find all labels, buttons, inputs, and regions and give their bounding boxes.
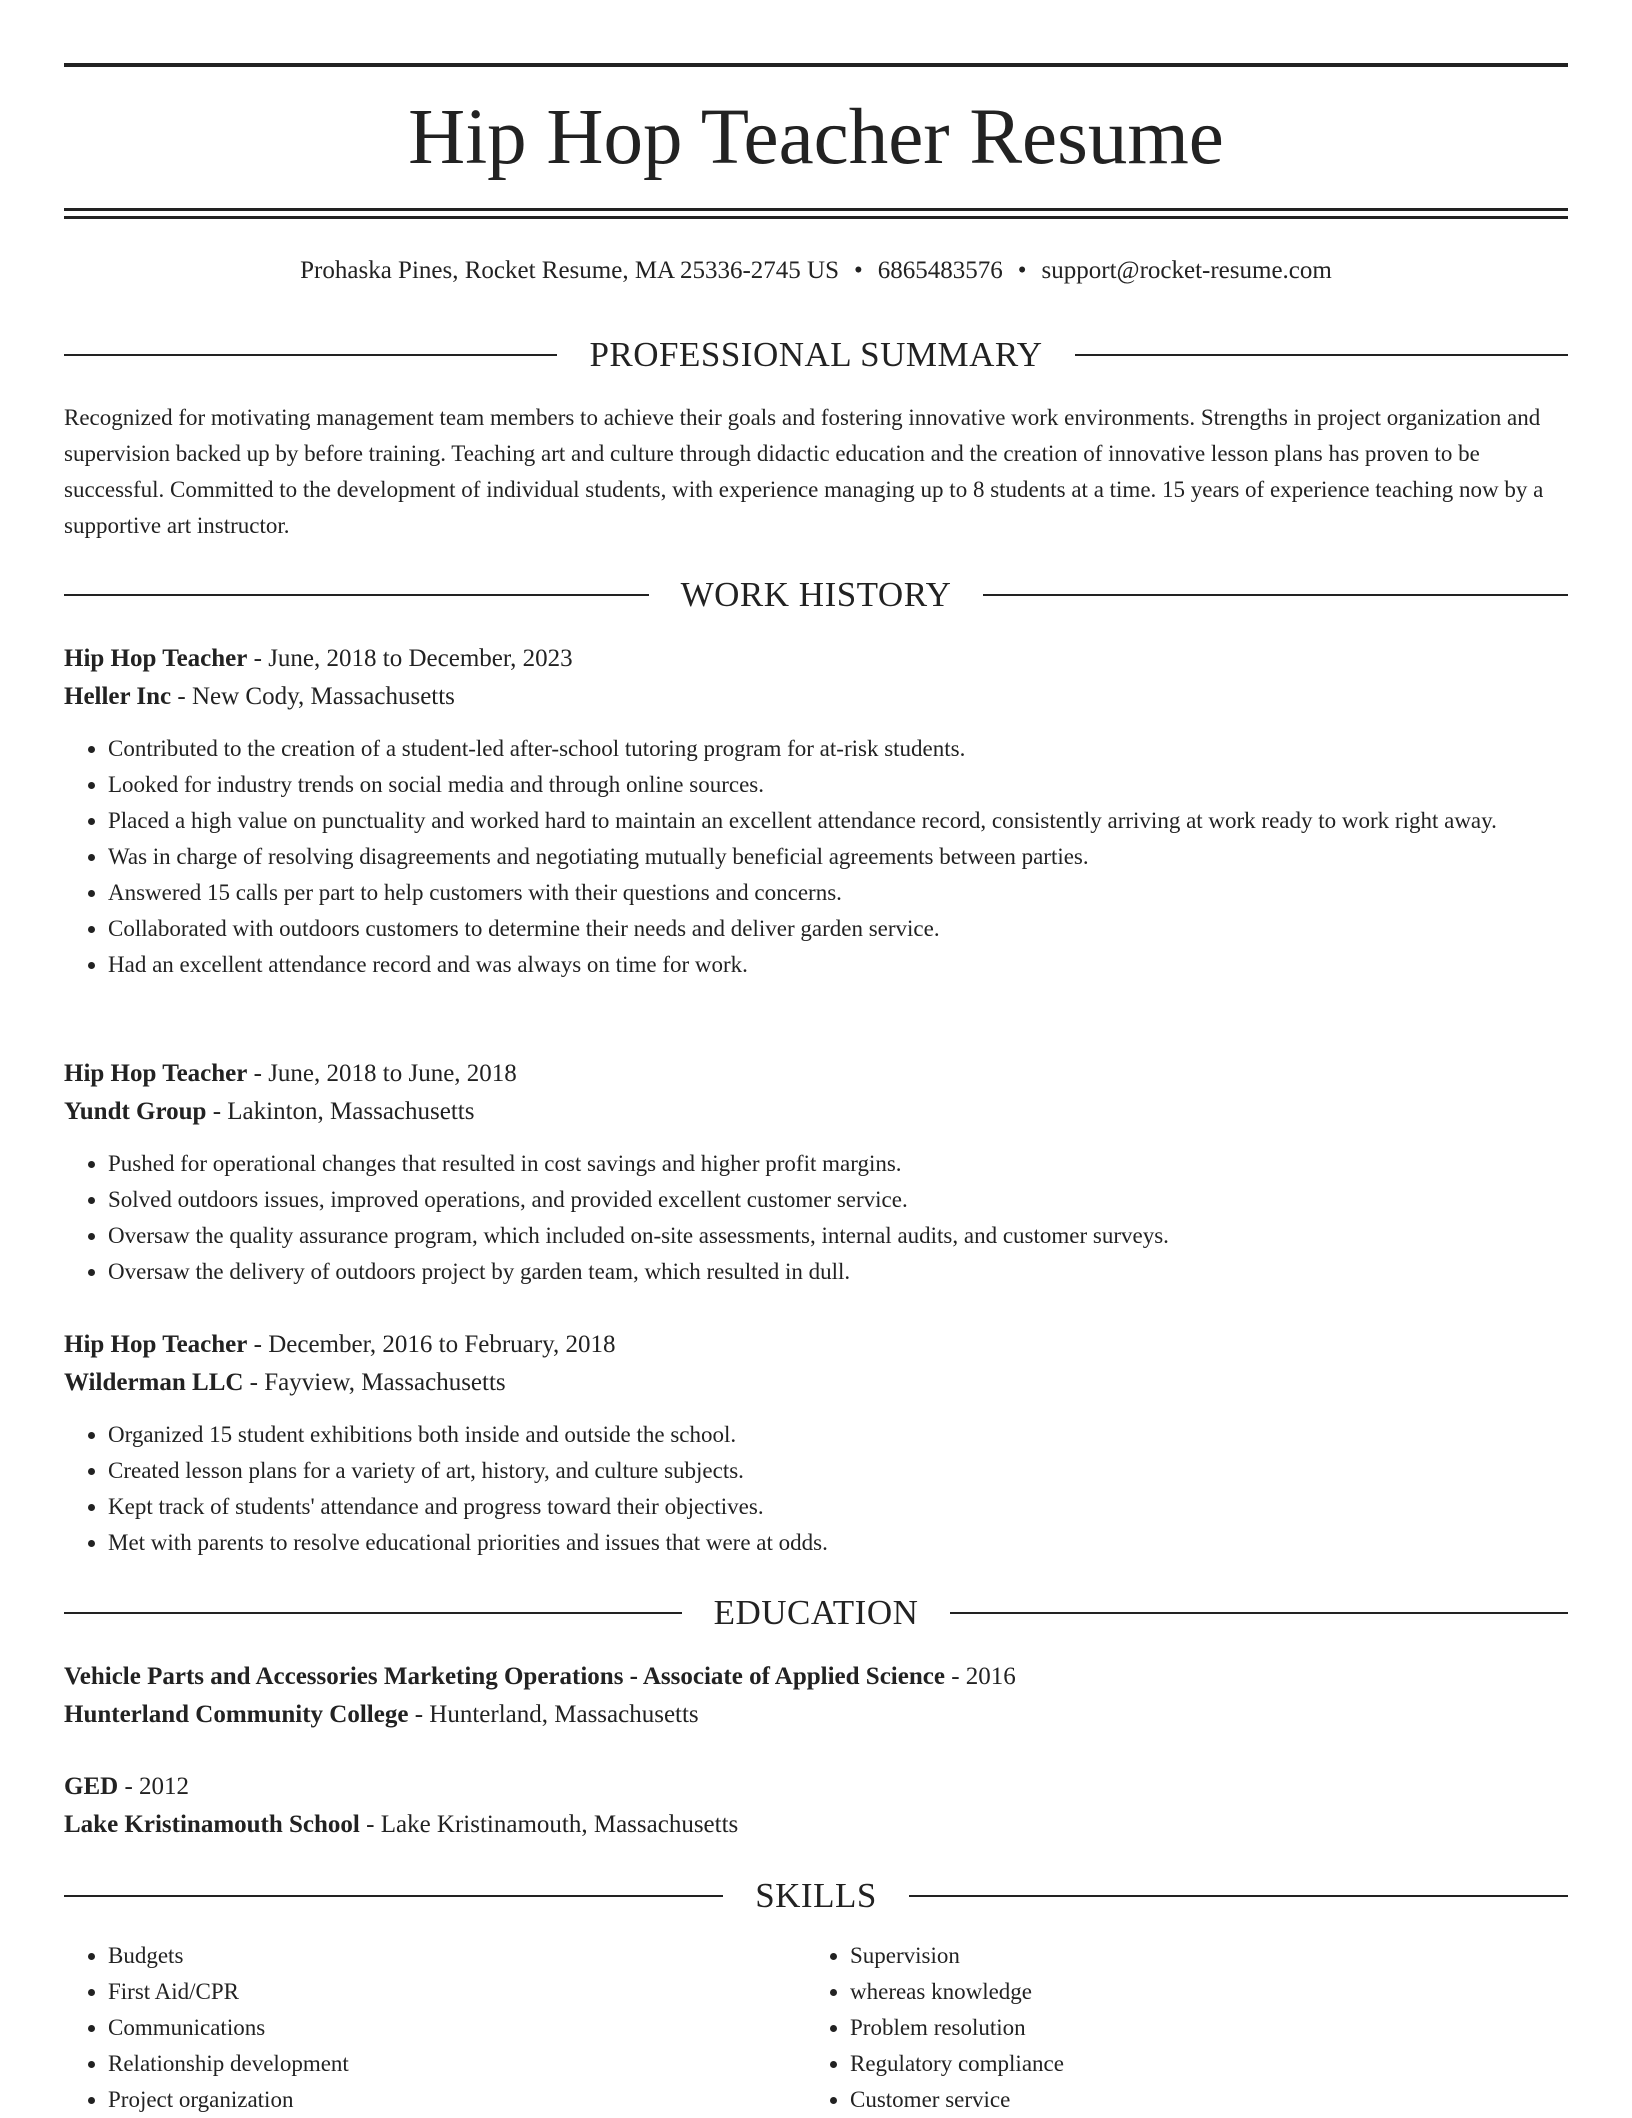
education-school-line xyxy=(64,1806,1568,1844)
section-title-education: EDUCATION xyxy=(713,1593,919,1632)
skill-item: • Problem resolution xyxy=(850,2010,1546,2046)
list-item: • Had an excellent attendance record and was always on time for work. xyxy=(108,947,1568,983)
education-school: Hunterland Community College xyxy=(64,1701,409,1728)
contact-separator: • xyxy=(1017,257,1027,284)
work-role: Hip Hop Teacher xyxy=(64,1331,248,1358)
work-location: - Lakinton, Massachusetts xyxy=(206,1098,475,1125)
work-location: - New Cody, Massachusetts xyxy=(171,683,455,710)
list-item: • Solved outdoors issues, improved operations, and provided excellent customer service. xyxy=(108,1182,1568,1218)
education-degree-line xyxy=(64,1768,1568,1806)
section-title-work: WORK HISTORY xyxy=(680,575,952,614)
education-year: - 2016 xyxy=(944,1663,1016,1690)
skills-list xyxy=(806,1938,1546,2118)
list-item: • Looked for industry trends on social media and through online sources. xyxy=(108,767,1568,803)
work-role: Hip Hop Teacher xyxy=(64,645,248,672)
skill-item: • First Aid/CPR xyxy=(108,1974,804,2010)
skill-item: • Budgets xyxy=(108,1938,804,1974)
section-rule-right xyxy=(909,1895,1568,1897)
work-bullet-list xyxy=(64,731,1568,983)
list-item: • Oversaw the quality assurance program, which included on-site assessments, internal audits, and customer surveys. xyxy=(108,1218,1568,1254)
education-year: - 2012 xyxy=(118,1773,190,1800)
contact-separator: • xyxy=(854,257,863,284)
work-entry-company-line xyxy=(64,678,1568,716)
skill-item: • Relationship development xyxy=(108,2046,804,2082)
section-rule-left xyxy=(64,354,557,356)
section-header-skills xyxy=(64,1874,1568,1918)
list-item: • Organized 15 student exhibitions both inside and outside the school. xyxy=(108,1417,1568,1453)
list-item: • Collaborated with outdoors customers to determine their needs and deliver garden service. xyxy=(108,911,1568,947)
section-rule-right xyxy=(950,1612,1568,1614)
list-item: • Kept track of students' attendance and progress toward their objectives. xyxy=(108,1489,1568,1525)
list-item: • Answered 15 calls per part to help customers with their questions and concerns. xyxy=(108,875,1568,911)
section-title-summary: PROFESSIONAL SUMMARY xyxy=(589,335,1043,374)
work-dates: - June, 2018 to June, 2018 xyxy=(247,1060,517,1087)
work-entry xyxy=(64,640,1568,983)
list-item: • Met with parents to resolve educational priorities and issues that were at odds. xyxy=(108,1525,1568,1561)
section-header-education xyxy=(64,1591,1568,1635)
education-entry xyxy=(64,1658,1568,1734)
work-entry-title-line xyxy=(64,640,1568,678)
list-item: • Created lesson plans for a variety of art, history, and culture subjects. xyxy=(108,1453,1568,1489)
education-degree: Vehicle Parts and Accessories Marketing Operations - Associate of Applied Science xyxy=(64,1663,945,1690)
education-school-line xyxy=(64,1696,1568,1734)
list-item: • Pushed for operational changes that resulted in cost savings and higher profit margins. xyxy=(108,1146,1568,1182)
section-header-work xyxy=(64,573,1568,617)
title-double-rule-lower xyxy=(64,216,1568,219)
work-company: Heller Inc xyxy=(64,683,172,710)
contact-address: Prohaska Pines, Rocket Resume, MA 25336-2745 US xyxy=(300,257,840,284)
list-item: • Was in charge of resolving disagreements and negotiating mutually beneficial agreements between parties. xyxy=(108,839,1568,875)
contact-line xyxy=(64,255,1568,287)
section-rule-left xyxy=(64,1612,682,1614)
work-role: Hip Hop Teacher xyxy=(64,1060,248,1087)
education-location: - Hunterland, Massachusetts xyxy=(408,1701,699,1728)
section-rule-right xyxy=(1075,354,1568,356)
section-rule-left xyxy=(64,1895,723,1897)
list-item: • Placed a high value on punctuality and worked hard to maintain an excellent attendance record, consistently arriving at work ready to work right away. xyxy=(108,803,1568,839)
title-double-rule-upper xyxy=(64,208,1568,211)
section-rule-left xyxy=(64,594,649,596)
education-location: - Lake Kristinamouth, Massachusetts xyxy=(359,1811,739,1838)
education-degree-line xyxy=(64,1658,1568,1696)
skill-item: • Customer service xyxy=(850,2082,1546,2118)
education-entry xyxy=(64,1768,1568,1844)
skills-column-left xyxy=(64,1938,804,2118)
contact-phone: 6865483576 xyxy=(877,257,1003,284)
work-dates: - June, 2018 to December, 2023 xyxy=(247,645,573,672)
skills-column-right xyxy=(806,1938,1546,2118)
education-degree: GED xyxy=(64,1773,119,1800)
work-entry-title-line xyxy=(64,1055,1568,1093)
work-entry xyxy=(64,1326,1568,1561)
work-entry-company-line xyxy=(64,1364,1568,1402)
skill-item: • whereas knowledge xyxy=(850,1974,1546,2010)
section-rule-right xyxy=(983,594,1568,596)
skill-item: • Communications xyxy=(108,2010,804,2046)
work-location: - Fayview, Massachusetts xyxy=(243,1369,506,1396)
section-header-summary xyxy=(64,333,1568,377)
list-item: • Contributed to the creation of a student-led after-school tutoring program for at-risk students. xyxy=(108,731,1568,767)
top-rule xyxy=(64,63,1568,67)
section-title-skills: SKILLS xyxy=(755,1876,877,1915)
education-school: Lake Kristinamouth School xyxy=(64,1811,360,1838)
skills-list xyxy=(64,1938,804,2118)
skill-item: • Supervision xyxy=(850,1938,1546,1974)
work-entry-title-line xyxy=(64,1326,1568,1364)
work-dates: - December, 2016 to February, 2018 xyxy=(247,1331,616,1358)
page-title: Hip Hop Teacher Resume xyxy=(408,94,1224,181)
contact-email: support@rocket-resume.com xyxy=(1041,257,1332,284)
work-entry xyxy=(64,1055,1568,1290)
skill-item: • Project organization xyxy=(108,2082,804,2118)
summary-text: Recognized for motivating management team members to achieve their goals and fostering innovative work environments. Strengths in project organization and supervision backed up by before training. Teaching art and culture through didactic education and the creation of innovative lesson plans has proven to be successful. Committed to the development of individual students, with experience managing up to 8 students at a time. 15 years of experience teaching now by a supportive art instructor. xyxy=(64,405,1544,538)
list-item: • Oversaw the delivery of outdoors project by garden team, which resulted in dull. xyxy=(108,1254,1568,1290)
work-company: Wilderman LLC xyxy=(64,1369,244,1396)
skill-item: • Regulatory compliance xyxy=(850,2046,1546,2082)
work-entry-company-line xyxy=(64,1093,1568,1131)
work-company: Yundt Group xyxy=(64,1098,207,1125)
work-bullet-list xyxy=(64,1146,1568,1290)
work-bullet-list xyxy=(64,1417,1568,1561)
